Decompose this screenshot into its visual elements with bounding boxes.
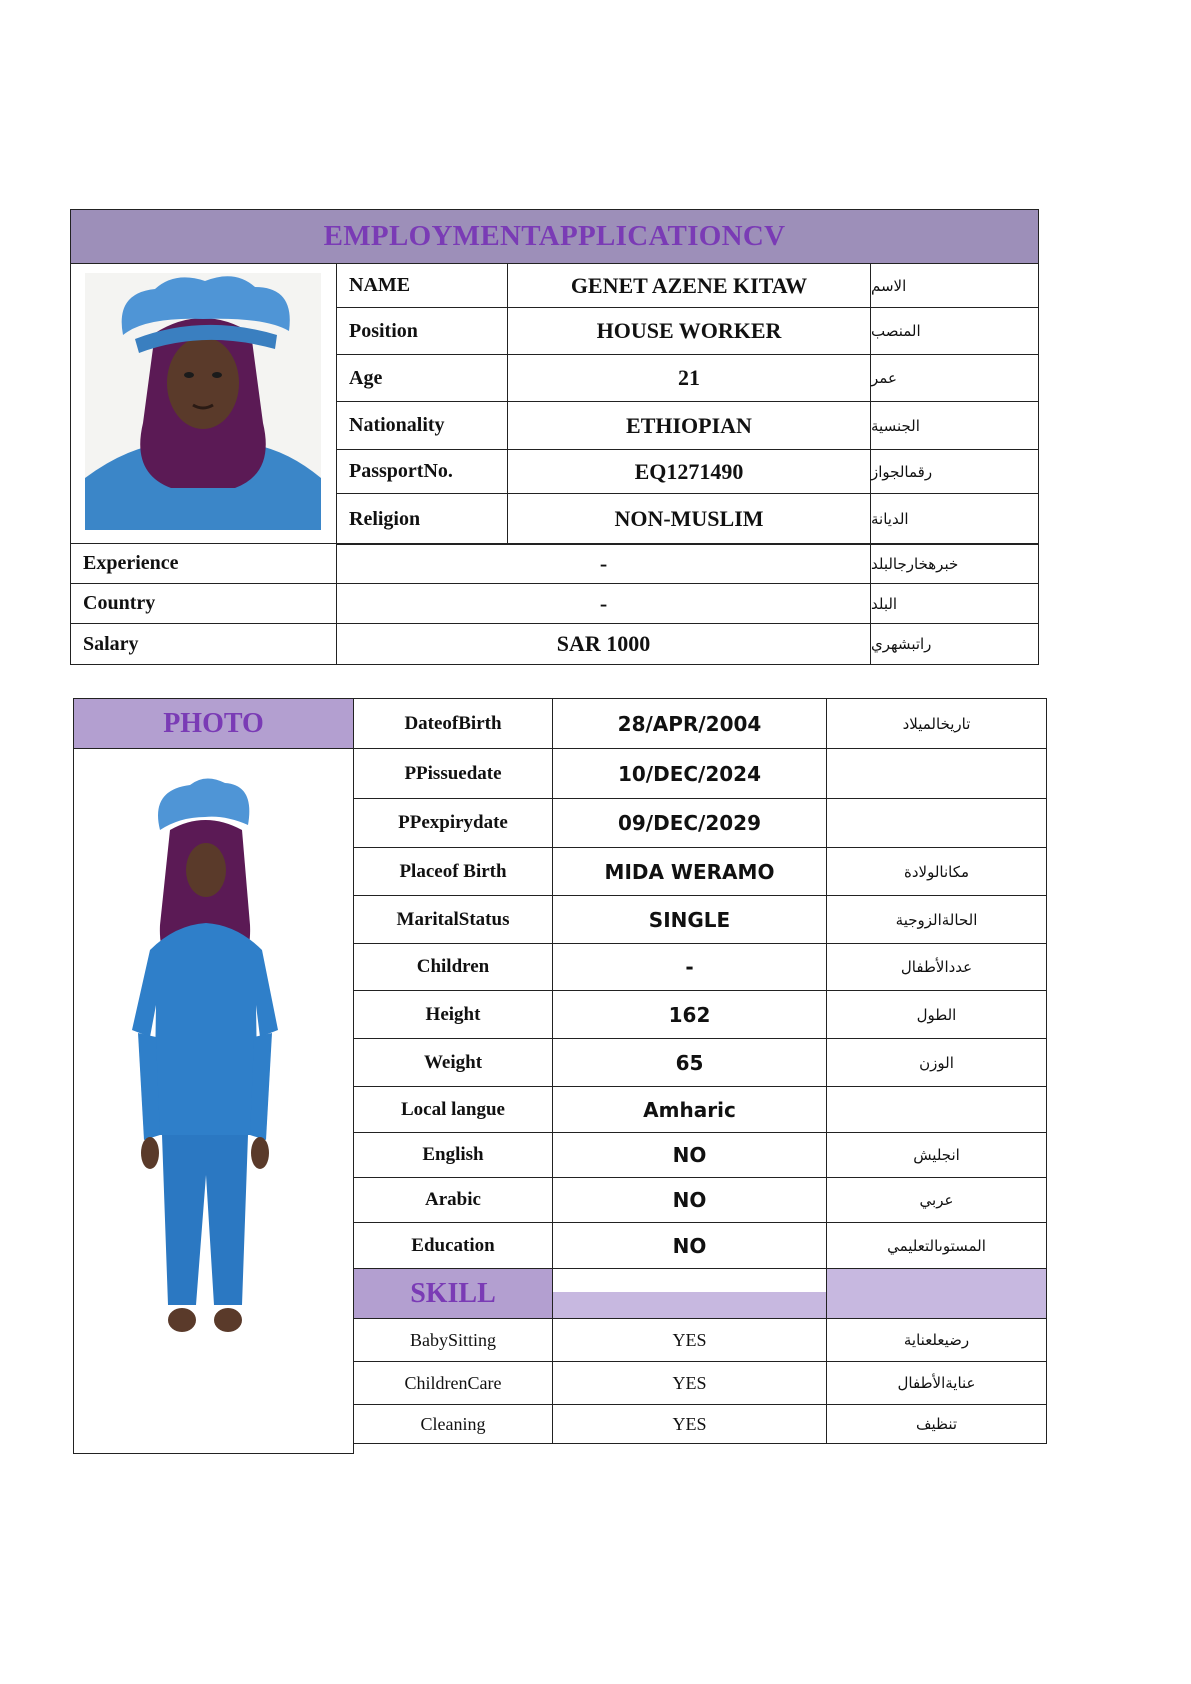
- detail-label: Local langue: [353, 1086, 553, 1133]
- field-label: Salary: [70, 623, 337, 665]
- field-label: Age: [336, 354, 508, 402]
- full-body-photo: [130, 775, 280, 1340]
- detail-value: -: [552, 943, 827, 991]
- portrait-photo: [85, 273, 321, 530]
- skill-value: YES: [552, 1318, 827, 1362]
- field-value: -: [336, 583, 871, 624]
- detail-value: NO: [552, 1132, 827, 1178]
- detail-value: MIDA WERAMO: [552, 847, 827, 896]
- detail-arabic: [826, 1086, 1047, 1133]
- detail-arabic: عربي: [826, 1177, 1047, 1223]
- detail-label: Weight: [353, 1038, 553, 1087]
- field-label: NAME: [336, 263, 508, 308]
- detail-label: Education: [353, 1222, 553, 1269]
- skill-label: Cleaning: [353, 1404, 553, 1444]
- field-label: Country: [70, 583, 337, 624]
- field-arabic: رقمالجواز: [870, 449, 1039, 494]
- skill-label: BabySitting: [353, 1318, 553, 1362]
- skill-arabic: عنايةالأطفال: [826, 1361, 1047, 1405]
- detail-label: Height: [353, 990, 553, 1039]
- field-arabic: عمر: [870, 354, 1039, 402]
- field-label: Experience: [70, 543, 337, 584]
- detail-label: DateofBirth: [353, 698, 553, 749]
- detail-arabic: الحالةالزوجية: [826, 895, 1047, 944]
- field-value: SAR 1000: [336, 623, 871, 665]
- field-value: ETHIOPIAN: [507, 401, 871, 450]
- field-arabic: الاسم: [870, 263, 1039, 308]
- detail-arabic: [826, 798, 1047, 848]
- field-value: -: [336, 543, 871, 584]
- field-arabic: الديانة: [870, 493, 1039, 545]
- skill-header-right: [826, 1268, 1047, 1319]
- detail-label: Children: [353, 943, 553, 991]
- field-arabic: المنصب: [870, 307, 1039, 355]
- skill-header: SKILL: [353, 1268, 553, 1319]
- field-arabic: راتبشهري: [870, 623, 1039, 665]
- cv-title: EMPLOYMENTAPPLICATIONCV: [70, 209, 1039, 264]
- field-arabic: خبرهخارجالبلد: [870, 543, 1039, 584]
- detail-value: 162: [552, 990, 827, 1039]
- field-label: Position: [336, 307, 508, 355]
- field-arabic: البلد: [870, 583, 1039, 624]
- field-label: Religion: [336, 493, 508, 545]
- field-arabic: الجنسية: [870, 401, 1039, 450]
- field-value: GENET AZENE KITAW: [507, 263, 871, 308]
- field-label: Nationality: [336, 401, 508, 450]
- detail-value: 10/DEC/2024: [552, 748, 827, 799]
- skill-header-mid: [552, 1268, 827, 1319]
- detail-value: NO: [552, 1222, 827, 1269]
- skill-label: ChildrenCare: [353, 1361, 553, 1405]
- detail-label: PPexpirydate: [353, 798, 553, 848]
- skill-value: YES: [552, 1361, 827, 1405]
- detail-value: Amharic: [552, 1086, 827, 1133]
- skill-value: YES: [552, 1404, 827, 1444]
- detail-arabic: تاريخالميلاد: [826, 698, 1047, 749]
- photo-header: PHOTO: [73, 698, 354, 749]
- detail-value: NO: [552, 1177, 827, 1223]
- skill-arabic: تنظيف: [826, 1404, 1047, 1444]
- detail-arabic: المستوىالتعليمي: [826, 1222, 1047, 1269]
- field-value: 21: [507, 354, 871, 402]
- detail-label: Placeof Birth: [353, 847, 553, 896]
- field-value: NON-MUSLIM: [507, 493, 871, 545]
- detail-arabic: مكانالولادة: [826, 847, 1047, 896]
- detail-label: PPissuedate: [353, 748, 553, 799]
- detail-label: English: [353, 1132, 553, 1178]
- field-label: PassportNo.: [336, 449, 508, 494]
- detail-value: 28/APR/2004: [552, 698, 827, 749]
- skill-arabic: رضيعلعناية: [826, 1318, 1047, 1362]
- detail-value: 65: [552, 1038, 827, 1087]
- detail-arabic: [826, 748, 1047, 799]
- detail-label: Arabic: [353, 1177, 553, 1223]
- detail-arabic: انجليش: [826, 1132, 1047, 1178]
- field-value: HOUSE WORKER: [507, 307, 871, 355]
- detail-label: MaritalStatus: [353, 895, 553, 944]
- detail-arabic: الطول: [826, 990, 1047, 1039]
- detail-arabic: الوزن: [826, 1038, 1047, 1087]
- detail-value: 09/DEC/2029: [552, 798, 827, 848]
- detail-arabic: عددالأطفال: [826, 943, 1047, 991]
- detail-value: SINGLE: [552, 895, 827, 944]
- field-value: EQ1271490: [507, 449, 871, 494]
